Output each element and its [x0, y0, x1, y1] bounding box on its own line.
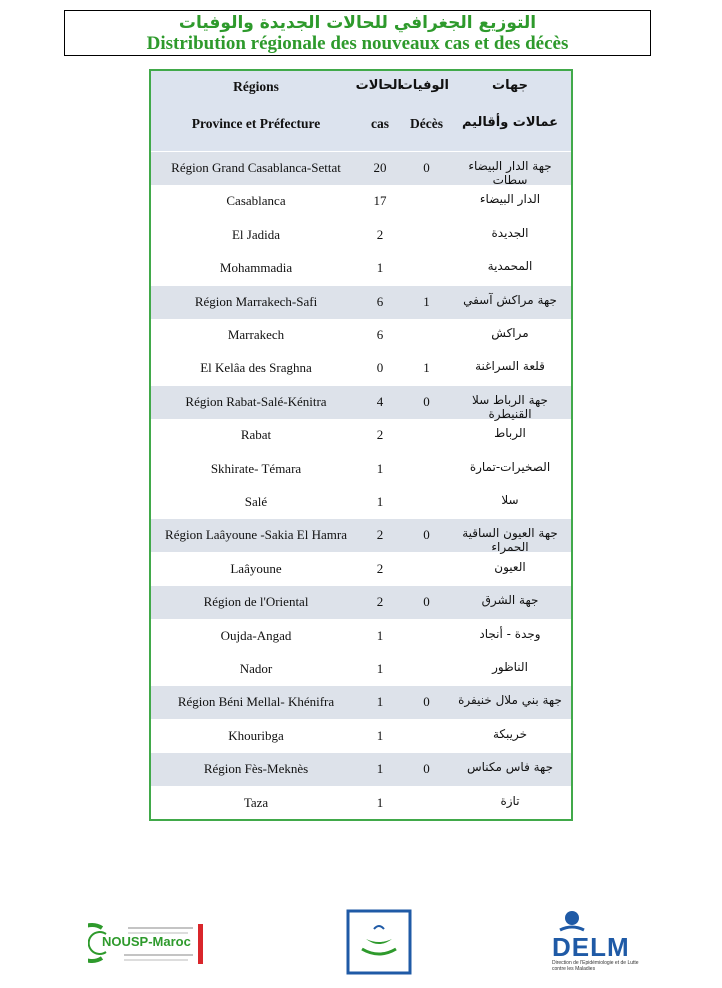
deaths-value: 0: [423, 393, 430, 409]
province-row: [151, 486, 571, 519]
location-fr: Région de l'Oriental: [203, 594, 309, 610]
location-fr: Région Béni Mellal- Khénifra: [177, 694, 335, 710]
cases-value: 0: [376, 360, 384, 376]
location-fr: Casablanca: [226, 193, 286, 209]
cases-value: 1: [376, 260, 384, 276]
header-provinces-ar: عمالات وأقاليم: [461, 115, 559, 130]
location-fr: Taza: [243, 794, 269, 810]
region-row: [151, 519, 571, 555]
province-row: [151, 319, 571, 352]
cases-value: 1: [376, 694, 384, 710]
cases-value: 2: [376, 560, 384, 576]
location-ar: جهة الشرق: [481, 593, 539, 608]
location-ar: وجدة - أنجاد: [479, 626, 541, 641]
deaths-value: 0: [423, 527, 430, 543]
location-fr: Mohammadia: [219, 260, 293, 276]
location-ar: جهة فاس مكناس: [466, 760, 554, 775]
nousp-logo: [88, 914, 208, 972]
location-ar: جهة مراكش آسفي: [463, 292, 557, 307]
province-row: [151, 185, 571, 218]
cases-value: 2: [376, 594, 384, 610]
cases-value: 1: [376, 761, 384, 777]
location-fr: Salé: [244, 494, 268, 509]
location-fr: Oujda-Angad: [220, 627, 292, 643]
location-fr: Marrakech: [227, 327, 285, 342]
cases-value: 1: [376, 494, 384, 509]
location-ar: الدار البيضاء: [479, 192, 541, 207]
region-row: [151, 152, 571, 185]
location-fr: Rabat: [240, 427, 272, 443]
cases-value: 6: [376, 293, 384, 309]
cases-value: 17: [373, 193, 387, 209]
cases-value: 1: [376, 794, 384, 810]
cases-value: 4: [376, 393, 384, 409]
province-row: [151, 252, 571, 285]
delm-logo: [552, 910, 640, 974]
health-emblem-icon: [346, 909, 412, 975]
location-ar: سلا: [501, 493, 519, 507]
location-ar: قلعة السراغنة: [475, 359, 545, 374]
nousp-logo-text: NOUSP-Maroc: [102, 934, 191, 949]
location-ar: خريبكة: [492, 726, 528, 741]
region-row: [151, 686, 571, 719]
location-ar: جهة بني ملال خنيفرة: [458, 693, 562, 708]
location-ar: الرباط: [494, 426, 526, 441]
location-ar: العيون: [494, 559, 526, 574]
region-row: [151, 753, 571, 786]
province-row: [151, 453, 571, 486]
deaths-value: 0: [423, 594, 430, 610]
province-row: [151, 219, 571, 252]
delm-logo-subtitle: Direction de l'Epidémiologie et de Lutte contre les Maladies: [552, 960, 639, 972]
province-row: [151, 653, 571, 686]
location-fr: Région Grand Casablanca-Settat: [171, 160, 341, 175]
location-fr: Région Rabat-Salé-Kénitra: [185, 393, 327, 409]
province-row: [151, 720, 571, 753]
location-ar: جهة العيون الساقية الحمراء: [462, 526, 558, 555]
deaths-value: 1: [423, 293, 430, 309]
province-row: [151, 352, 571, 385]
location-fr: Khouribga: [228, 727, 284, 743]
location-ar: المحمدية: [487, 259, 533, 274]
center-logo: [346, 909, 412, 975]
title-french: Distribution régionale des nouveaux cas et des décès: [146, 33, 569, 54]
region-row: [151, 586, 571, 619]
deaths-value: 0: [423, 160, 430, 175]
header-deaths-ar: الوفيات: [399, 78, 449, 93]
header-deaths-fr: Décès: [410, 116, 443, 131]
header-cases-fr: cas: [371, 116, 389, 131]
location-ar: الصخيرات-تمارة: [469, 459, 551, 474]
cases-value: 1: [376, 661, 384, 676]
location-fr: Région Laâyoune -Sakia El Hamra: [165, 527, 347, 543]
title-arabic: التوزيع الجغرافي للحالات الجديدة والوفيات: [178, 13, 537, 33]
deaths-value: 0: [423, 694, 430, 710]
location-ar: تازة: [500, 793, 520, 808]
deaths-value: 1: [423, 360, 430, 376]
province-row: [151, 787, 571, 820]
title-box: [64, 10, 651, 56]
cases-value: 2: [376, 226, 384, 242]
location-fr: Nador: [239, 661, 273, 676]
cases-value: 1: [376, 727, 384, 743]
location-ar: الجديدة: [491, 225, 529, 240]
province-row: [151, 553, 571, 586]
distribution-table: [149, 69, 573, 821]
province-row: [151, 419, 571, 452]
table-header: [151, 71, 571, 151]
location-fr: Laâyoune: [230, 560, 282, 576]
location-ar: جهة الدار البيضاء سطات: [468, 159, 552, 187]
header-regions-fr: Régions: [233, 79, 279, 94]
cases-value: 6: [376, 327, 384, 342]
cases-value: 2: [376, 427, 384, 443]
location-fr: Région Fès-Meknès: [203, 761, 309, 777]
location-ar: الناظور: [492, 660, 528, 674]
cases-value: 1: [376, 460, 384, 476]
location-fr: Région Marrakech-Safi: [194, 293, 318, 309]
delm-logo-text: DELM: [552, 932, 630, 962]
cases-value: 1: [376, 627, 384, 643]
location-ar: جهة الرباط سلا القنيطرة: [472, 392, 548, 421]
deaths-value: 0: [423, 761, 430, 777]
region-row: [151, 386, 571, 419]
province-row: [151, 620, 571, 653]
header-regions-ar: جهات: [492, 78, 528, 93]
header-province-fr: Province et Préfecture: [191, 116, 321, 131]
location-ar: مراكش: [491, 326, 529, 340]
header-cases-ar: الحالات: [355, 78, 402, 93]
location-fr: El Jadida: [231, 226, 280, 242]
cases-value: 20: [373, 160, 387, 175]
cases-value: 2: [376, 527, 384, 543]
region-row: [151, 286, 571, 319]
location-fr: Skhirate- Témara: [210, 460, 302, 476]
location-fr: El Kelâa des Sraghna: [200, 360, 312, 376]
